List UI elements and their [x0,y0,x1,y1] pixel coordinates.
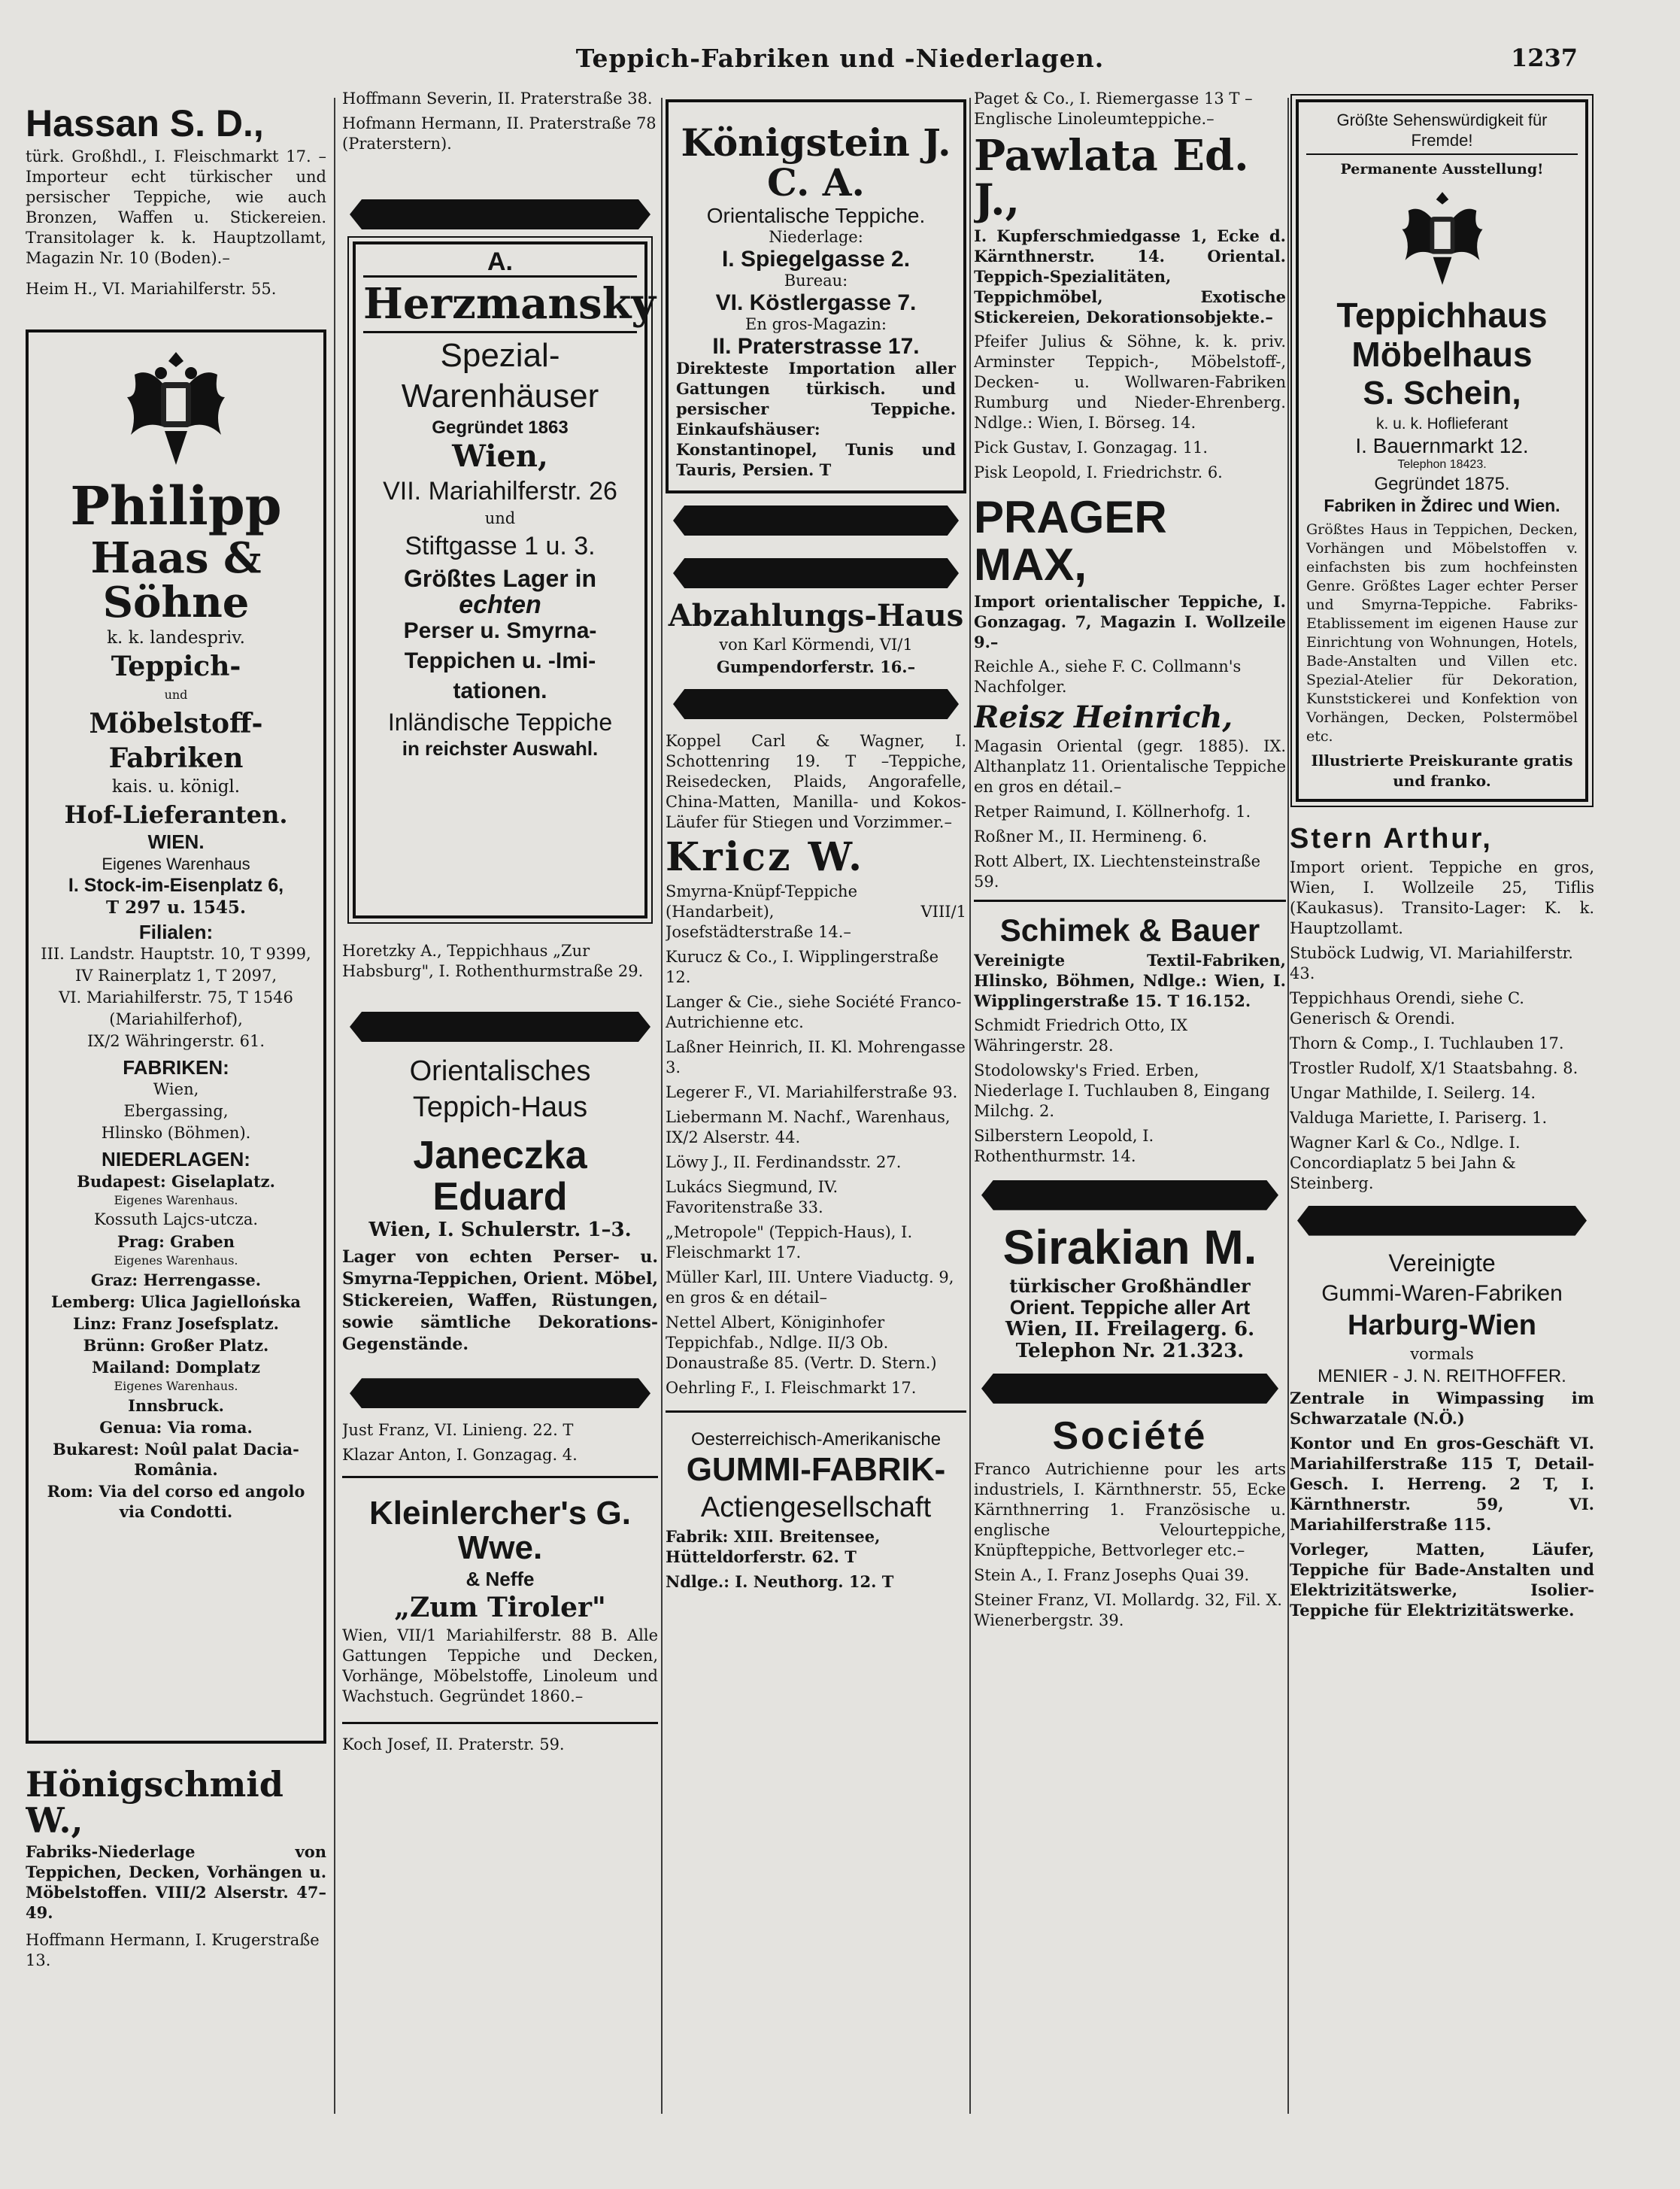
ad-line: En gros-Magazin: [745,315,887,333]
double-eagle-emblem-icon [1393,186,1491,291]
entry-ungar: Ungar Mathilde, I. Seilerg. 14. [1290,1083,1536,1102]
ad-niederlage: Mailand: Domplatz [92,1357,260,1377]
ad-koenigstein [666,99,966,493]
ad-filiale: VI. Mariahilferstr. 75, T 1546 [59,988,293,1006]
ad-janeczka-name: Janeczka Eduard [413,1134,587,1219]
entry-loewy: Löwy J., II. Ferdinandsstr. 27. [666,1152,902,1171]
ad-niederlage: Graz: Herrengasse. [90,1270,262,1289]
ad-line: Telephon 18423. [1397,457,1487,471]
ad-niederlage: Genua: Via roma. [99,1417,253,1437]
decorative-bar [981,1180,1278,1210]
entry-stein: Stein A., I. Franz Josephs Quai 39. [974,1566,1250,1585]
ad-line: Möbelstoff-Fabriken [89,707,263,774]
column-3 [666,89,966,2118]
entry-koch: Koch Josef, II. Praterstr. 59. [342,1722,658,1755]
ad-line: Bureau: [784,272,848,290]
ad-line: VI. Köstlergasse 7. [715,290,917,315]
ad-line: & Neffe [465,1567,535,1590]
ad-philipp-haas [26,329,326,1744]
ad-line: Warenhäuser [401,377,599,414]
entry-pick: Pick Gustav, I. Gonzagag. 11. [974,438,1208,457]
decorative-bar [673,558,959,588]
ad-line: Eigenes Warenhaus [102,854,250,873]
ad-niederlage: Brünn: Großer Platz. [83,1335,269,1355]
ad-line: Gegründet 1875. [1374,473,1510,494]
entry-just-franz: Just Franz, VI. Linieng. 22. T [342,1421,574,1440]
ad-line: Teppich-Haus [412,1091,588,1123]
ad-line: Direkteste Importation aller Gattungen türkisch. und persischer Teppiche. Einkaufshäuser: Konstantinopel, Tunis und Tauris, Persien. T [676,359,956,479]
ad-fabrik: Ebergassing, [123,1101,229,1120]
ad-kricz-text: Smyrna-Knüpf-Teppiche (Handarbeit), VIII/1 Josefstädterstraße 14.– [666,882,966,941]
entry-trostler: Trostler Rudolf, X/1 Staatsbahng. 8. [1290,1058,1578,1077]
entry-lassner: Laßner Heinrich, II. Kl. Mohrengasse 3. [666,1037,966,1076]
ad-herzmansky-name: Herzmansky [363,275,637,333]
column-rule [661,98,663,2114]
ad-niederlage: Budapest: Giselaplatz. [77,1171,275,1191]
ad-koenigstein-name: Königstein J. C. A. [681,120,951,205]
ad-reisz-name: Reisz Heinrich, [974,699,1233,735]
ad-abzahlungs-name: Abzahlungs-Haus [668,598,964,633]
entry-hofmann-hermann: Hofmann Hermann, II. Praterstraße 78 (Praterstern). [342,114,657,153]
ad-schimek [974,900,1286,1011]
ad-haas-name: Haas & Söhne [90,533,262,627]
entry-reichle: Reichle A., siehe F. C. Collmann's Nachfolger. [974,657,1242,696]
page-header [0,44,1680,80]
ad-filiale: (Mariahilferhof), [109,1009,243,1028]
ad-line: I. Bauernmarkt 12. [1355,433,1529,457]
ad-kleinlercher [342,1476,658,1706]
ad-line: Wien, VII/1 Mariahilferstr. 88 B. Alle Gattungen Teppiche und Decken, Vorhänge, Möbelstoffe, Linoleum und Wachstuch. Gegründet 1860.– [342,1626,658,1705]
entry-rott: Rott Albert, IX. Liechtensteinstraße 59. [974,852,1261,891]
ad-line: Hof-Lieferanten. [64,800,288,829]
entry-pisk: Pisk Leopold, I. Friedrichstr. 6. [974,463,1223,481]
ad-societe-name: Société [1052,1413,1208,1458]
ad-line: II. Praterstrasse 17. [712,334,920,359]
ad-niederlage: Linz: Franz Josefsplatz. [73,1313,279,1333]
double-eagle-emblem-icon [120,345,232,472]
ad-line: Actiengesellschaft [700,1491,932,1523]
ad-line: Gegründet 1863 [432,417,569,438]
column-2 [342,89,658,2118]
ad-schimek-text: Vereinigte Textil-Fabriken, Hlinsko, Böhmen, Ndlge.: Wien, I. Wipplingerstraße 15. T 16.152. [974,950,1286,1010]
ad-line: GUMMI-FABRIK- [686,1450,946,1488]
ad-line: Fabrik: XIII. Breitensee, Hütteldorferstr. 62. T [666,1526,881,1566]
ad-schein [1296,99,1588,802]
ad-line: S. Schein, [1363,374,1521,411]
ad-line: Stiftgasse 1 u. 3. [405,531,596,560]
ad-hoenigschmid-name: Hönigschmid W., [26,1763,284,1841]
ad-line: Teppichen u. -Imi- [404,648,596,673]
ad-pawlata-name: Pawlata Ed. J., [974,131,1249,225]
entry-heim: Heim H., VI. Mariahilferstr. 55. [26,279,277,298]
ad-fabrik: Wien, [153,1079,199,1098]
ad-pawlata-text: I. Kupferschmiedgasse 1, Ecke d. Kärnthnerstr. 14. Oriental. Teppich-Spezialitäten, Teppichmöbel, Exotische Stickereien, Dekorationsobjekte.– [974,226,1286,326]
entry-legerer: Legerer F., VI. Mariahilferstraße 93. [666,1082,958,1101]
ad-niederlage: Eigenes Warenhaus. [114,1192,238,1207]
ad-stern-text: Import orient. Teppiche en gros, Wien, I. Wollzeile 25, Tiflis (Kaukasus). Transito-Lager: K. k. Hauptzollamt. [1290,858,1594,937]
column-rule [334,98,335,2114]
ad-niederlagen-heading: NIEDERLAGEN: [102,1147,250,1170]
column-5 [1290,89,1594,2118]
ad-line: Möbelhaus [1351,335,1533,375]
ad-line: kais. u. königl. [111,776,241,797]
ad-gummi-fabrik [666,1410,966,1592]
ad-line: Teppich- [111,650,241,682]
entry-hoffmann-hermann: Hoffmann Hermann, I. Krugerstraße 13. [26,1931,320,1970]
ad-line: Teppichhaus [1336,296,1548,335]
ad-line: Niederlage: [769,228,863,246]
ad-niederlage: Lemberg: Ulica Jagiellońska [51,1292,301,1311]
column-4 [974,89,1286,2118]
entry-koppel: Koppel Carl & Wagner, I. Schottenring 19. T –Teppiche, Reisedecken, Plaids, Angorafelle, China-Matten, Manilla- und Kokos-Läufer für Stiegen und Vorzimmer.– [666,732,966,831]
entry-paget: Paget & Co., I. Riemergasse 13 T –Englische Linoleumteppiche.– [974,90,1253,128]
ad-kleinlercher-name: Kleinlercher's G. Wwe. [369,1495,631,1567]
entry-steiner: Steiner Franz, VI. Mollardg. 32, Fil. X. Wienerbergstr. 39. [974,1591,1282,1630]
ad-niederlage: Prag: Graben [117,1231,235,1251]
ad-line: in reichster Auswahl. [402,736,599,760]
ad-kricz-name: Kricz W. [666,834,865,880]
ad-hassan-text: türk. Großhdl., I. Fleischmarkt 17. –Importeur echt türkischer und persischer Teppiche, wie auch Bronzen, Waffen u. Stickereien. Transitolager k. k. Hauptzollamt, Magazin Nr. 10 (Boden).– [26,147,326,267]
ad-line: Größtes Lager in [403,564,597,592]
ad-prager-text: Import orientalischer Teppiche, I. Gonzagag. 7, Magazin I. Wollzeile 9.– [974,591,1286,651]
ad-line: türkischer Großhändler [1009,1274,1251,1297]
decorative-bar [673,689,959,719]
entry-wagner: Wagner Karl & Co., Ndlge. I. Concordiaplatz 5 bei Jahn & Steinberg. [1290,1133,1521,1192]
ad-niederlage: Bukarest: Noûl palat Dacia-România. [53,1439,299,1479]
ad-line: Vereinigte [1388,1249,1496,1277]
entry-langer: Langer & Cie., siehe Société Franco-Autrichienne etc. [666,992,962,1031]
decorative-bar [350,1012,650,1042]
ad-filiale: IX/2 Währingerstr. 61. [86,1031,265,1050]
ad-fabriken-heading: FABRIKEN: [123,1055,229,1079]
entry-hoffmann-severin: Hoffmann Severin, II. Praterstraße 38. [342,90,653,108]
entry-valduga: Valduga Mariette, I. Pariserg. 1. [1290,1108,1548,1127]
ad-hassan-name: Hassan S. D., [26,102,264,144]
ad-line: Inländische Teppiche [387,708,613,736]
ad-filiale: III. Landstr. Hauptstr. 10, T 9399, [41,944,311,963]
ad-line: Zentrale in Wimpassing im Schwarzatale (N.Ö.) [1290,1388,1594,1428]
entry-rossner: Roßner M., II. Hermineng. 6. [974,827,1208,846]
ad-line: Spezial- [440,336,560,374]
entry-klazar: Klazar Anton, I. Gonzagag. 4. [342,1446,578,1465]
ad-line: Vorleger, Matten, Läufer, Teppiche für Bade-Anstalten und Elektrizitätswerke, Isolier-Teppiche für Elektrizitätswerke. [1290,1539,1594,1620]
ad-janeczka [342,1054,658,1356]
entry-retper: Retper Raimund, I. Köllnerhofg. 1. [974,802,1251,821]
ad-line: Harburg-Wien [1348,1309,1536,1341]
column-1 [26,89,326,2118]
ad-prager-name: PRAGER MAX, [974,491,1167,590]
ad-line: Orientalische Teppiche. [706,204,926,227]
ad-line: vormals [1410,1344,1474,1363]
ad-filiale: IV Rainerplatz 1, T 2097, [74,966,277,985]
ad-line: Oesterreichisch-Amerikanische [690,1428,942,1450]
decorative-bar [673,506,959,536]
entry-stodolowsky: Stodolowsky's Fried. Erben, Niederlage I. Tuchlauben 8, Eingang Milchg. 2. [974,1061,1270,1120]
ad-line: und [484,509,516,527]
page-number: 1237 [1510,44,1578,72]
ad-line: echten [459,590,541,619]
ad-niederlage: Innsbruck. [128,1395,224,1415]
ad-line: k. k. landespriv. [107,627,245,648]
ad-fabrik: Hlinsko (Böhmen). [101,1123,251,1142]
column-rule [1287,98,1289,2114]
entry-teppichhaus-orendi: Teppichhaus Orendi, siehe C. Generisch & Orendi. [1290,988,1524,1028]
entry-mueller: Müller Karl, III. Untere Viaductg. 9, en gros & en détail– [666,1268,954,1307]
ad-line: Orientalisches [409,1055,591,1087]
column-rule [969,98,971,2114]
page-title: Teppich-Fabriken und -Niederlagen. [575,44,1105,73]
ad-line: Perser u. Smyrna- [403,618,597,643]
entry-schmidt: Schmidt Friedrich Otto, IX Währingerstr. 28. [974,1016,1188,1055]
ad-line: Größte Sehenswürdigkeit für Fremde! [1306,110,1578,155]
entry-liebermann: Liebermann M. Nachf., Warenhaus, IX/2 Alserstr. 44. [666,1107,951,1146]
ad-hoenigschmid-text: Fabriks-Niederlage von Teppichen, Decken, Vorhängen u. Möbelstoffen. VIII/2 Alserstr. 47–49. [26,1842,326,1923]
ad-line: MENIER - J. N. REITHOFFER. [1318,1365,1566,1386]
ad-line: A. [487,247,513,276]
decorative-bar [981,1374,1278,1404]
ad-philipp-name: Philipp [70,474,282,537]
ad-line: Lager von echten Perser- u. Smyrna-Teppichen, Orient. Möbel, Stickereien, Waffen, Rüstungen, sowie sämtliche Dekorations-Gegenstände. [342,1247,658,1355]
ad-line: I. Spiegelgasse 2. [721,247,911,272]
ad-schimek-name: Schimek & Bauer [999,912,1260,948]
ad-line: Permanente Ausstellung! [1340,161,1544,178]
ad-line: Fabriken in Ždirec und Wien. [1324,495,1560,515]
decorative-bar [350,1378,650,1408]
ad-line: Telephon Nr. 21.323. [1015,1339,1245,1362]
entry-lukacs: Lukács Siegmund, IV. Favoritenstraße 33. [666,1177,838,1216]
entry-thorn: Thorn & Comp., I. Tuchlauben 17. [1290,1034,1564,1052]
ad-niederlage: Eigenes Warenhaus. [114,1378,238,1393]
decorative-bar [1297,1206,1587,1236]
ad-line: I. Stock-im-Eisenplatz 6, [68,874,284,896]
ad-line: Ndlge.: I. Neuthorg. 12. T [666,1571,894,1591]
entry-silberstern: Silberstern Leopold, I. Rothenthurmstr. 14. [974,1126,1154,1165]
ad-vereinigte-gummi [1290,1248,1594,1620]
ad-niederlage: Eigenes Warenhaus. [114,1252,238,1268]
ad-line: Wien, [452,438,548,474]
ad-line: VII. Mariahilferstr. 26 [383,476,617,506]
ad-line: Orient. Teppiche aller Art [1009,1295,1251,1319]
ad-herzmansky [353,241,656,918]
ad-societe-text: Franco Autrichienne pour les arts industriels, I. Kärnthnerstr. 55, Ecke Kärnthnerring 1. Französische u. englische Velourteppiche, Knüpfteppiche, Bettvorleger etc.– [974,1460,1286,1560]
ad-line: „Zum Tiroler" [394,1591,606,1623]
entry-nettel: Nettel Albert, Königinhofer Teppichfab., Ndlge. II/3 Ob. Donaustraße 85. (Vertr. D. Stern.) [666,1313,937,1372]
decorative-bar [350,199,650,229]
ad-line: Gummi-Waren-Fabriken [1321,1280,1563,1306]
ad-filialen-heading: Filialen: [138,920,214,943]
entry-horetzky: Horetzky A., Teppichhaus „Zur Habsburg", I. Rothenthurmstraße 29. [342,942,644,980]
entry-pfeifer: Pfeifer Julius & Söhne, k. k. priv. Arminster Teppich-, Möbelstoff-, Decken- u. Wollwaren-Fabriken Rumburg und Nieder-Ehrenberg. Ndlge.: Wien, I. Börseg. 14. [974,332,1286,432]
ad-line: Gumpendorferstr. 16.– [716,657,916,676]
ad-niederlage: Kossuth Lajcs-utcza. [93,1210,259,1228]
ad-line: T 297 u. 1545. [106,897,246,918]
ad-line: Wien, II. Freilagerg. 6. [1005,1317,1255,1340]
ad-line: Größtes Haus in Teppichen, Decken, Vorhängen und Möbelstoffen v. einfachsten bis zum hochfeinsten Genre. Größtes Lager echter Perser und Smyrna-Teppiche. Fabriks-Etablissement im eigenen Hause zur Einrichtung von Wohnungen, Hotels, Bade-Anstalten und Villen etc. Spezial-Atelier für Dekoration, Kunststickerei und Konfektion von Vorhängen, Decken, Polstermöbel etc. [1306,521,1578,745]
ad-line: von Karl Körmendi, VI/1 [719,636,913,654]
ad-stern-name: Stern Arthur, [1290,822,1493,855]
ad-line: k. u. k. Hoflieferant [1375,414,1509,433]
ad-line: Illustrierte Preiskurante gratis und franko. [1311,751,1573,790]
entry-kurucz: Kurucz & Co., I. Wipplingerstraße 12. [666,947,939,986]
entry-oehrling: Oehrling F., I. Fleischmarkt 17. [666,1378,917,1397]
ad-line: und [164,687,188,702]
ad-line: Kontor und En gros-Geschäft VI. Mariahilferstraße 115 T, Detail-Gesch. I. Herreng. 2 T, I. Kärnthnerstr. 59, VI. Mariahilferstraße 115. [1290,1433,1594,1534]
ad-line: tationen. [453,678,547,703]
ad-reisz-text: Magasin Oriental (gegr. 1885). IX. Althanplatz 11. Orientalische Teppiche en gros en détail.– [974,736,1286,796]
ad-sirakian-name: Sirakian M. [1002,1219,1257,1274]
ad-line: Wien, I. Schulerstr. 1–3. [368,1219,632,1242]
entry-stuboeck: Stuböck Ludwig, VI. Mariahilferstr. 43. [1290,943,1573,982]
ad-line: WIEN. [147,830,205,853]
ad-niederlage: Rom: Via del corso ed angolo via Condotti. [47,1481,305,1521]
entry-metropole: „Metropole" (Teppich-Haus), I. Fleischmarkt 17. [666,1222,913,1261]
